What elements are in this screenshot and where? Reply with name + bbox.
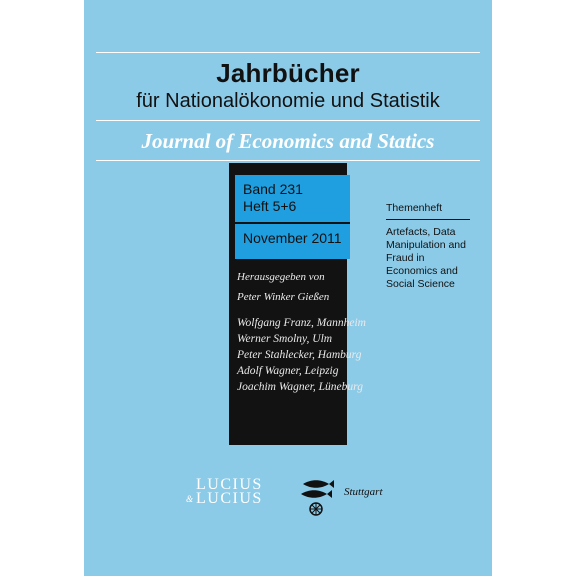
editors-block	[237, 271, 366, 395]
theme-title	[386, 226, 476, 291]
theme-line: Artefacts, Data	[386, 226, 456, 238]
publisher-logo-bottom: LUCIUS	[196, 490, 263, 507]
publisher-logo-top: LUCIUS	[196, 476, 263, 493]
theme-rule	[386, 219, 470, 220]
issue-box	[235, 175, 350, 259]
publisher-logo-amp: &	[186, 494, 194, 504]
editor-item: Peter Stahlecker, Hamburg	[237, 349, 362, 361]
editor-item: Joachim Wagner, Lüneburg	[237, 381, 363, 393]
issue-divider	[235, 222, 350, 224]
main-editor: Peter Winker Gießen	[237, 291, 330, 303]
theme-line: Social Science	[386, 278, 455, 290]
theme-line: Fraud in	[386, 252, 425, 264]
publisher-city: Stuttgart	[344, 486, 383, 498]
editors-label: Herausgegeben von	[237, 271, 325, 283]
issue-panel	[229, 163, 366, 445]
middle-rule	[96, 120, 480, 121]
theme-line: Manipulation and	[386, 239, 466, 251]
journal-subtitle: Journal of Economics and Statics	[141, 129, 435, 153]
journal-title-line2: für Nationalökonomie und Statistik	[136, 90, 440, 112]
theme-line: Economics and	[386, 265, 458, 277]
editor-item: Adolf Wagner, Leipzig	[237, 365, 339, 377]
top-rule	[96, 52, 480, 53]
heft-number: Heft 5+6	[243, 198, 297, 214]
fish-emblem-icon	[299, 478, 335, 520]
band-number: Band 231	[243, 181, 303, 197]
editor-item: Werner Smolny, Ulm	[237, 333, 333, 345]
issue-date: November 2011	[243, 230, 342, 246]
lower-rule	[96, 160, 480, 161]
theme-heading: Themenheft	[386, 202, 443, 214]
editor-item: Wolfgang Franz, Mannheim	[237, 317, 366, 329]
book-cover	[84, 0, 492, 576]
journal-title: Jahrbücher	[216, 58, 360, 88]
